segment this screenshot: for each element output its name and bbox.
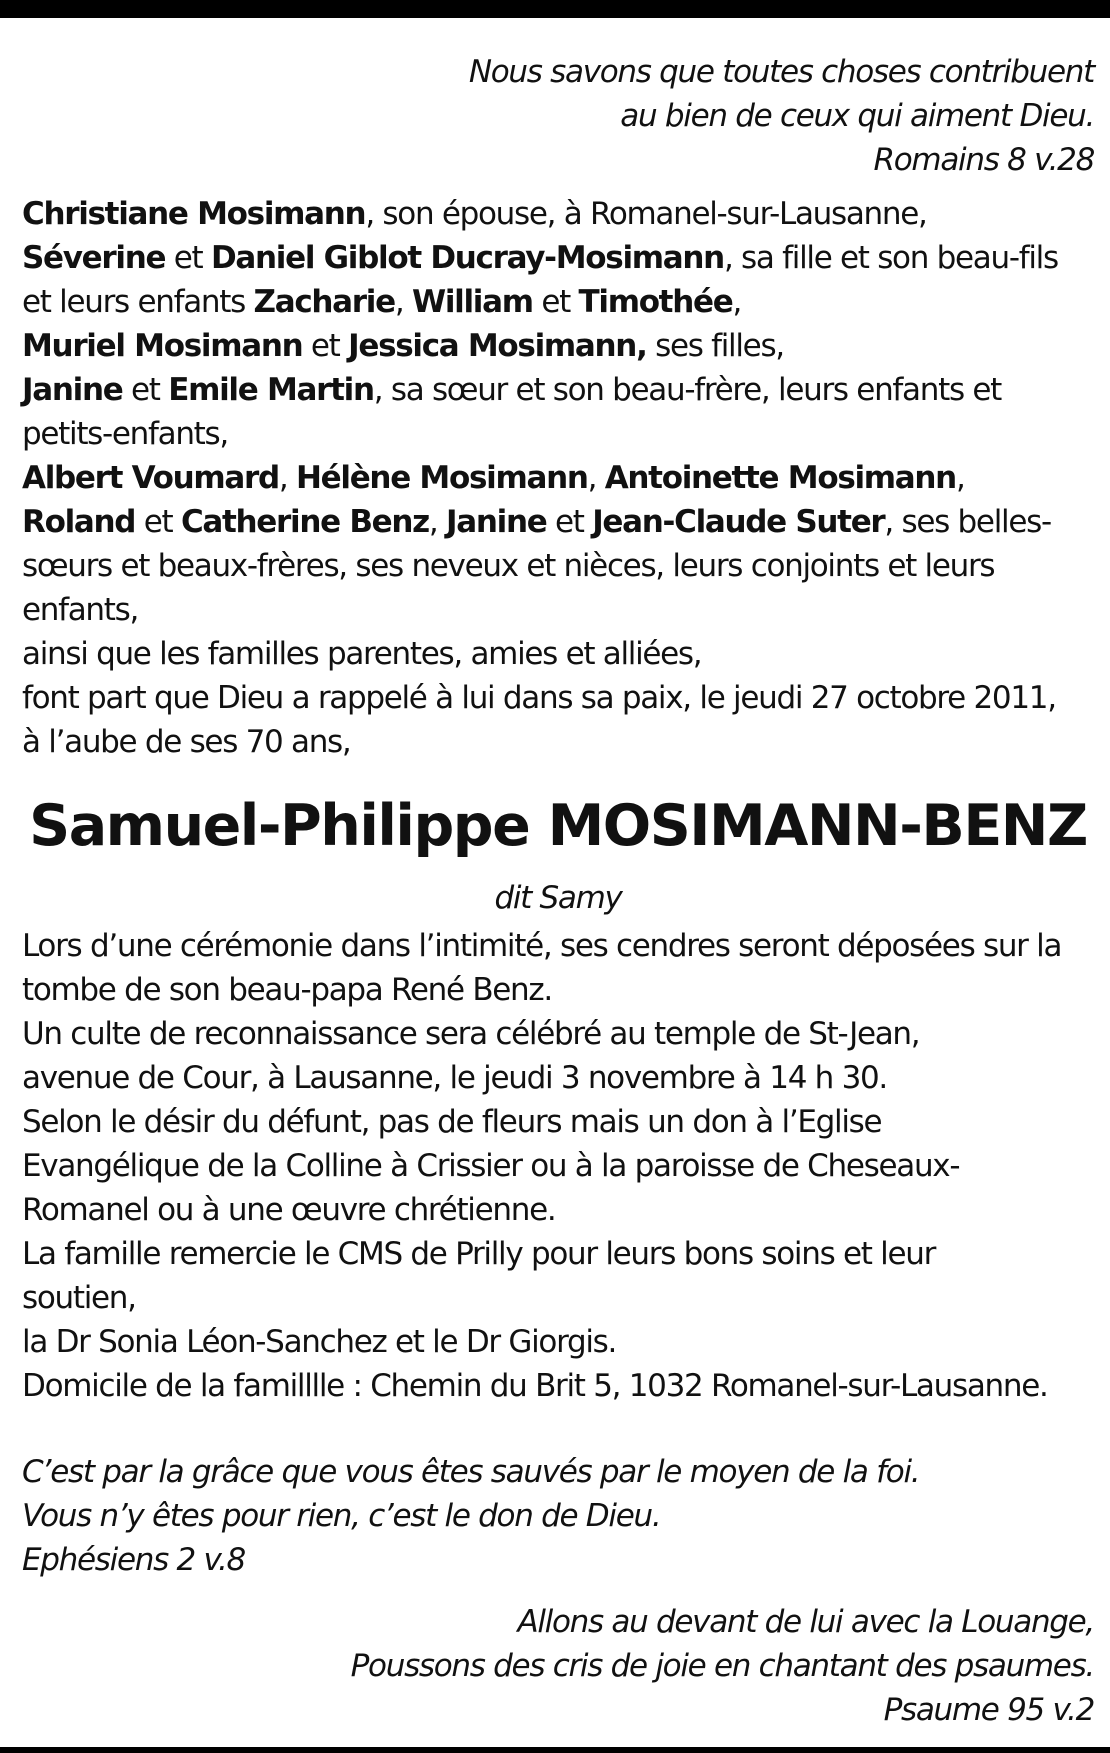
family-line-6: petits-enfants, xyxy=(22,416,228,452)
family-name: Christiane Mosimann xyxy=(22,196,366,232)
opening-verse-reference: Romains 8 v.28 xyxy=(873,142,1094,178)
service-line-10: la Dr Sonia Léon-Sanchez et le Dr Giorgis. xyxy=(22,1324,617,1360)
family-name: Catherine Benz xyxy=(180,504,429,540)
family-line-3 xyxy=(22,280,1094,324)
family-text: , xyxy=(394,284,412,320)
family-line-9: sœurs et beaux-frères, ses neveux et nièces, leurs conjoints et leurs xyxy=(22,548,995,584)
service-line-4: avenue de Cour, à Lausanne, le jeudi 3 novembre à 14 h 30. xyxy=(22,1060,887,1096)
service-line-3: Un culte de reconnaissance sera célébré au temple de St-Jean, xyxy=(22,1016,920,1052)
family-text: , xyxy=(428,504,446,540)
family-text: , xyxy=(955,460,965,496)
family-line-11: ainsi que les familles parentes, amies et alliées, xyxy=(22,636,702,672)
service-line-1: Lors d’une cérémonie dans l’intimité, ses cendres seront déposées sur la xyxy=(22,928,1062,964)
family-name: Roland xyxy=(22,504,136,540)
family-name: Emile Martin xyxy=(168,372,374,408)
family-name: Janine xyxy=(22,372,123,408)
service-line-6: Evangélique de la Colline à Crissier ou à la paroisse de Cheseaux- xyxy=(22,1148,960,1184)
family-line-2 xyxy=(22,236,1094,280)
family-text: et xyxy=(302,328,349,364)
service-line-11: Domicile de la familllle : Chemin du Brit 5, 1032 Romanel-sur-Lausanne. xyxy=(22,1368,1048,1404)
deceased-nickname: dit Samy xyxy=(494,880,622,916)
family-line-5 xyxy=(22,368,1094,412)
family-text: et xyxy=(546,504,593,540)
family-text: et xyxy=(532,284,579,320)
middle-verse-line-1: C’est par la grâce que vous êtes sauvés par le moyen de la foi. xyxy=(22,1454,920,1490)
family-name: William xyxy=(411,284,533,320)
service-line-5: Selon le désir du défunt, pas de fleurs mais un don à l’Eglise xyxy=(22,1104,882,1140)
family-name: Janine xyxy=(446,504,547,540)
family-name: Jessica Mosimann, xyxy=(348,328,647,364)
family-name: Daniel Giblot Ducray-Mosimann xyxy=(210,240,724,276)
family-text: , xyxy=(278,460,297,496)
family-line-13: à l’aube de ses 70 ans, xyxy=(22,724,351,760)
family-name: Antoinette Mosimann xyxy=(604,460,956,496)
family-text: et leurs enfants xyxy=(22,284,254,320)
service-details xyxy=(22,924,1094,1408)
opening-verse xyxy=(22,50,1094,182)
opening-verse-line-1: Nous savons que toutes choses contribuent xyxy=(468,54,1094,90)
closing-verse-reference: Psaume 95 v.2 xyxy=(883,1692,1094,1728)
family-text: , son épouse, à Romanel-sur-Lausanne, xyxy=(365,196,927,232)
service-line-2: tombe de son beau-papa René Benz. xyxy=(22,972,552,1008)
service-line-8: La famille remercie le CMS de Prilly pour leurs bons soins et leur xyxy=(22,1236,936,1272)
family-text: ses filles, xyxy=(646,328,784,364)
family-name: Zacharie xyxy=(253,284,395,320)
family-text: , xyxy=(732,284,741,320)
family-announcement xyxy=(22,192,1094,764)
family-line-1 xyxy=(22,192,1094,236)
deceased-name: Samuel-Philippe MOSIMANN-BENZ xyxy=(29,793,1087,859)
family-text: et xyxy=(165,240,211,276)
service-line-9: soutien, xyxy=(22,1280,136,1316)
family-line-10: enfants, xyxy=(22,592,139,628)
family-name: Hélène Mosimann xyxy=(296,460,588,496)
closing-verse xyxy=(22,1600,1094,1732)
family-line-12: font part que Dieu a rappelé à lui dans sa paix, le jeudi 27 octobre 2011, xyxy=(22,680,1056,716)
family-name: Albert Voumard xyxy=(22,460,279,496)
family-text: , sa fille et son beau-fils xyxy=(723,240,1058,276)
obituary-notice xyxy=(22,50,1094,1732)
family-text: , sa sœur et son beau-frère, leurs enfants et xyxy=(373,372,1001,408)
top-border xyxy=(0,0,1110,18)
family-line-8 xyxy=(22,500,1094,544)
middle-verse-reference: Ephésiens 2 v.8 xyxy=(22,1542,245,1578)
family-name: Jean-Claude Suter xyxy=(592,504,885,540)
closing-verse-line-1: Allons au devant de lui avec la Louange, xyxy=(517,1604,1094,1640)
service-line-7: Romanel ou à une œuvre chrétienne. xyxy=(22,1192,556,1228)
middle-verse-line-2: Vous n’y êtes pour rien, c’est le don de Dieu. xyxy=(22,1498,661,1534)
opening-verse-line-2: au bien de ceux qui aiment Dieu. xyxy=(620,98,1094,134)
middle-verse xyxy=(22,1450,1094,1582)
family-text: et xyxy=(135,504,181,540)
family-text: , xyxy=(587,460,605,496)
family-text: et xyxy=(122,372,169,408)
family-name: Séverine xyxy=(22,240,166,276)
family-name: Muriel Mosimann xyxy=(22,328,303,364)
closing-verse-line-2: Poussons des cris de joie en chantant des psaumes. xyxy=(350,1648,1094,1684)
family-text: , ses belles- xyxy=(884,504,1051,540)
family-line-7 xyxy=(22,456,1094,500)
family-name: Timothée xyxy=(578,284,733,320)
family-line-4 xyxy=(22,324,1094,368)
bottom-border xyxy=(0,1747,1110,1753)
